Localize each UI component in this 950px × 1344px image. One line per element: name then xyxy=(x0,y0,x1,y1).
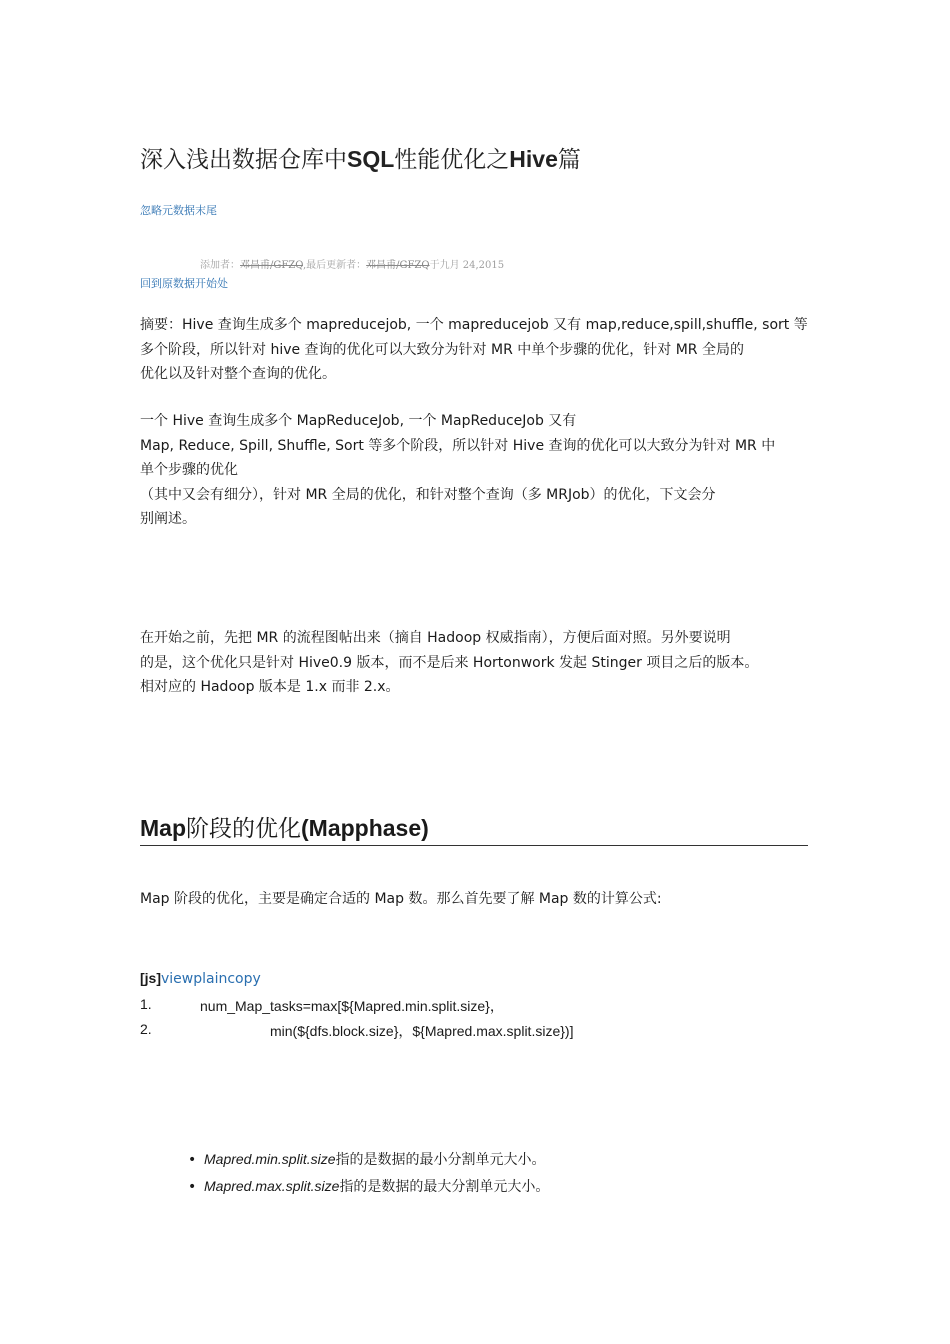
heading-text-en: (Mapphase) xyxy=(301,815,429,841)
code-line-number: 2. xyxy=(140,1021,152,1037)
paragraph-line: 单个步骤的优化 xyxy=(140,462,238,478)
summary-paragraph xyxy=(140,313,810,387)
title-text-1: 深入浅出数据仓库中 xyxy=(140,147,347,173)
before-start-paragraph xyxy=(140,626,810,700)
skip-metadata-link[interactable]: 忽略元数据末尾 xyxy=(140,204,217,217)
back-to-metadata-link[interactable]: 回到原数据开始处 xyxy=(140,277,228,290)
meta-author[interactable]: 邓昌甫/GFZQ xyxy=(240,260,303,271)
bullet-term: Mapred.max.split.size xyxy=(204,1178,340,1194)
meta-last-updated-label: ,最后更新者： xyxy=(302,260,367,271)
code-language-tag: [js] xyxy=(140,970,161,986)
meta-updater[interactable]: 邓昌甫/GFZQ xyxy=(366,260,430,271)
paragraph-line: 优化以及针对整个查询的优化。 xyxy=(140,366,336,382)
map-intro-paragraph: Map 阶段的优化，主要是确定合适的 Map 数。那么首先要了解 Map 数的计算公式: xyxy=(140,891,662,907)
view-plain-copy-link[interactable]: viewplaincopy xyxy=(161,971,261,987)
code-line-text: min(${dfs.block.size}，${Mapred.max.split.size})] xyxy=(270,1023,574,1039)
list-item xyxy=(188,1146,549,1173)
paragraph-line: 的是，这个优化只是针对 Hive0.9 版本，而不是后来 Hortonwork 发起 Stinger 项目之后的版本。 xyxy=(140,654,759,671)
paragraph-line: 摘要：Hive 查询生成多个 mapreducejob, 一个 mapreducejob 又有 map,reduce,spill,shuffle, sort 等 xyxy=(140,317,808,333)
list-item xyxy=(188,1173,549,1200)
title-text-sql: SQL xyxy=(347,146,395,172)
heading-text-mid: 阶段的优化 xyxy=(186,816,301,842)
split-size-bullet-list xyxy=(188,1146,549,1200)
intro-paragraph xyxy=(140,409,810,532)
meta-date: 于九月 24,2015 xyxy=(429,260,505,271)
paragraph-line: （其中又会有细分），针对 MR 全局的优化，和针对整个查询（多 MRJob）的优化，下文会分 xyxy=(140,486,716,503)
bullet-description: 指的是数据的最小分割单元大小。 xyxy=(335,1152,546,1168)
meta-added-by-label: 添加者： xyxy=(200,260,240,271)
paragraph-line: Map, Reduce, Spill, Shuffle, Sort 等多个阶段，所以针对 Hive 查询的优化可以大致分为针对 MR 中 xyxy=(140,437,776,454)
code-line-text: num_Map_tasks=max[${Mapred.min.split.size}， xyxy=(200,998,504,1014)
paragraph-line: 别阐述。 xyxy=(140,511,196,527)
paragraph-line: 在开始之前，先把 MR 的流程图帖出来（摘自 Hadoop 权威指南），方便后面对照。另外要说明 xyxy=(140,630,731,646)
title-text-3: 篇 xyxy=(557,147,581,173)
bullet-dot: • xyxy=(188,1179,197,1195)
heading-text-map: Map xyxy=(140,815,186,841)
code-block-header xyxy=(140,970,261,987)
paragraph-line: 相对应的 Hadoop 版本是 1.x 而非 2.x。 xyxy=(140,679,400,695)
page-metadata xyxy=(200,256,504,271)
title-text-2: 性能优化之 xyxy=(394,147,510,173)
paragraph-line: 一个 Hive 查询生成多个 MapReduceJob, 一个 MapReduceJob 又有 xyxy=(140,413,577,429)
section-heading-map-phase xyxy=(140,812,808,846)
bullet-term: Mapred.min.split.size xyxy=(204,1151,336,1167)
page-title xyxy=(140,141,581,174)
bullet-description: 指的是数据的最大分割单元大小。 xyxy=(339,1179,550,1195)
code-line-number: 1. xyxy=(140,996,152,1012)
title-text-hive: Hive xyxy=(509,146,558,172)
bullet-dot: • xyxy=(188,1152,197,1168)
paragraph-line: 多个阶段，所以针对 hive 查询的优化可以大致分为针对 MR 中单个步骤的优化，针对 MR 全局的 xyxy=(140,341,744,358)
